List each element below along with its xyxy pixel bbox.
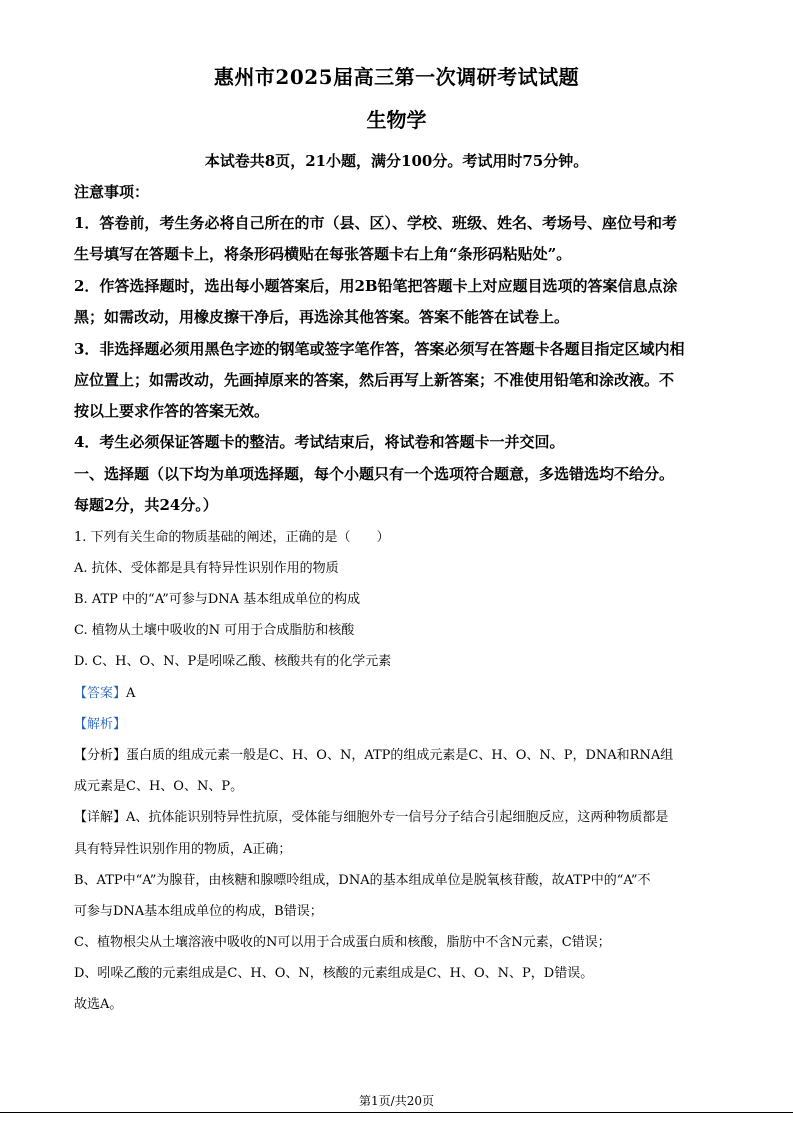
notice-heading: 注意事项： [74, 183, 150, 201]
detail-text: B、ATP中“A”为腺苷，由核糖和腺嘌呤组成，DNA的基本组成单位是脱氧核苷酸，故ATP中的“A”不 [74, 873, 651, 888]
notice-line: 黑；如需改动，用橡皮擦干净后，再选涂其他答案。答案不能答在试卷上。 [74, 308, 570, 326]
analysis-label: 【解析】 [74, 717, 127, 732]
detail-text: 具有特异性识别作用的物质，A正确； [74, 842, 292, 857]
footer-divider [0, 1112, 793, 1113]
page-footer: 第1页/共20页 [359, 1094, 434, 1108]
fenxi-text: 蛋白质的组成元素一般是C、H、O、N，ATP的组成元素是C、H、O、N、P，DNA和RNA组 [126, 748, 674, 763]
exam-title: 惠州市2025届高三第一次调研考试试题 [213, 65, 580, 89]
analysis-row [74, 713, 724, 732]
detail-text: D、吲哚乙酸的元素组成是C、H、O、N，核酸的元素组成是C、H、O、N、P，D错误。 [74, 966, 594, 981]
detail-row [74, 806, 724, 825]
exam-subject: 生物学 [366, 108, 427, 132]
fenxi-label: 【分析】 [74, 748, 127, 763]
option-d: D. C、H、O、N、P是吲哚乙酸、核酸共有的化学元素 [74, 654, 392, 669]
fenxi-row [74, 744, 724, 763]
notice-line: 4．考生必须保证答题卡的整洁。考试结束后，将试卷和答题卡一并交回。 [74, 433, 565, 451]
question-stem: 1. 下列有关生命的物质基础的阐述，正确的是（ ） [74, 530, 390, 545]
section-heading: 每题2分，共24分。） [74, 496, 218, 514]
option-a: A. 抗体、受体都是具有特异性识别作用的物质 [74, 561, 339, 576]
notice-line: 应位置上；如需改动，先画掉原来的答案，然后再写上新答案；不准使用铅笔和涂改液。不 [74, 371, 675, 389]
notice-line: 生号填写在答题卡上，将条形码横贴在每张答题卡右上角“条形码粘贴处”。 [74, 245, 572, 263]
option-c: C. 植物从土壤中吸收的N 可用于合成脂肪和核酸 [74, 623, 355, 638]
detail-text: 故选A。 [74, 997, 123, 1012]
notice-line: 按以上要求作答的答案无效。 [74, 402, 270, 420]
answer-value: A [126, 686, 136, 701]
detail-text: 可参与DNA基本组成单位的构成，B错误； [74, 904, 323, 919]
notice-line: 1．答卷前，考生务必将自己所在的市（县、区）、学校、班级、姓名、考场号、座位号和考 [74, 214, 677, 232]
detail-text: A、抗体能识别特异性抗原，受体能与细胞外专一信号分子结合引起细胞反应，这两种物质都是 [126, 810, 669, 825]
notice-line: 3．非选择题必须用黑色字迹的钢笔或签字笔作答，答案必须写在答题卡各题目指定区域内相 [74, 340, 685, 358]
answer-label: 【答案】 [74, 686, 127, 701]
section-heading: 一、选择题（以下均为单项选择题，每个小题只有一个选项符合题意，多选错选均不给分。 [74, 465, 675, 483]
exam-info: 本试卷共8页，21小题，满分100分。考试用时75分钟。 [204, 152, 589, 170]
answer-row [74, 682, 724, 701]
option-b: B. ATP 中的“A”可参与DNA 基本组成单位的构成 [74, 592, 361, 607]
notice-line: 2．作答选择题时，选出每小题答案后，用2B铅笔把答题卡上对应题目选项的答案信息点涂 [74, 277, 678, 295]
detail-text: C、植物根尖从土壤溶液中吸收的N可以用于合成蛋白质和核酸，脂肪中不含N元素，C错误； [74, 935, 611, 950]
detail-label: 【详解】 [74, 810, 127, 825]
fenxi-text: 成元素是C、H、O、N、P。 [74, 779, 244, 794]
